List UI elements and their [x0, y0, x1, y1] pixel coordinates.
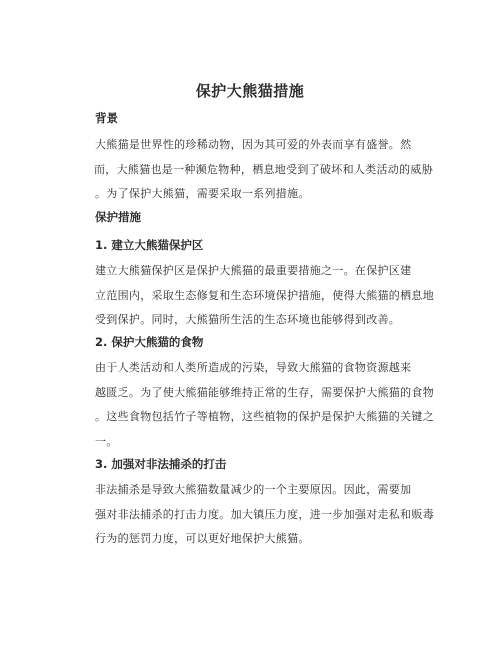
- paragraph-line: 行为的惩罚力度，可以更好地保护大熊猫。: [95, 532, 310, 545]
- subsection-heading-reserve: 1. 建立大熊猫保护区: [95, 238, 204, 252]
- paragraph-line: 大熊猫是世界性的珍稀动物，因为其可爱的外表而享有盛誉。然: [95, 138, 412, 151]
- paragraph-line: 。为了保护大熊猫，需要采取一系列措施。: [95, 187, 310, 200]
- section-heading-measures: 保护措施: [95, 210, 141, 224]
- paragraph-line: 非法捕杀是导致大熊猫数量减少的一个主要原因。因此，需要加: [95, 483, 412, 496]
- paragraph-line: 而，大熊猫也是一种濒危物种，栖息地受到了破坏和人类活动的威胁: [94, 162, 433, 176]
- paragraph-line: 一。: [95, 434, 118, 448]
- paragraph-reserve: [95, 259, 434, 333]
- subsection-heading-poaching: 3. 加强对非法捕杀的打击: [95, 457, 227, 471]
- paragraph-line: 。这些食物包括竹子等植物，这些植物的保护是保护大熊猫的关键之: [95, 410, 434, 423]
- section-heading-background: 背景: [95, 111, 118, 125]
- paragraph-food: [95, 356, 434, 454]
- paragraph-line: 强对非法捕杀的打击力度。加大镇压力度，进一步加强对走私和贩毒: [95, 507, 434, 521]
- paragraph-poaching: [95, 478, 434, 552]
- paragraph-line: 建立大熊猫保护区是保护大熊猫的最重要措施之一。在保护区建: [95, 264, 412, 277]
- paragraph-line: 受到保护。同时，大熊猫所生活的生态环境也能够得到改善。: [95, 313, 401, 326]
- page-title: 保护大熊猫措施: [195, 82, 305, 100]
- paragraph-line: 立范围内，采取生态修复和生态环境保护措施，使得大熊猫的栖息地: [95, 288, 434, 302]
- paragraph-background: [94, 133, 433, 207]
- subsection-heading-food: 2. 保护大熊猫的食物: [95, 335, 204, 349]
- paragraph-line: 越匮乏。为了使大熊猫能够维持正常的生存，需要保护大熊猫的食物: [95, 385, 434, 399]
- paragraph-line: 由于人类活动和人类所造成的污染，导致大熊猫的食物资源越来: [95, 361, 412, 374]
